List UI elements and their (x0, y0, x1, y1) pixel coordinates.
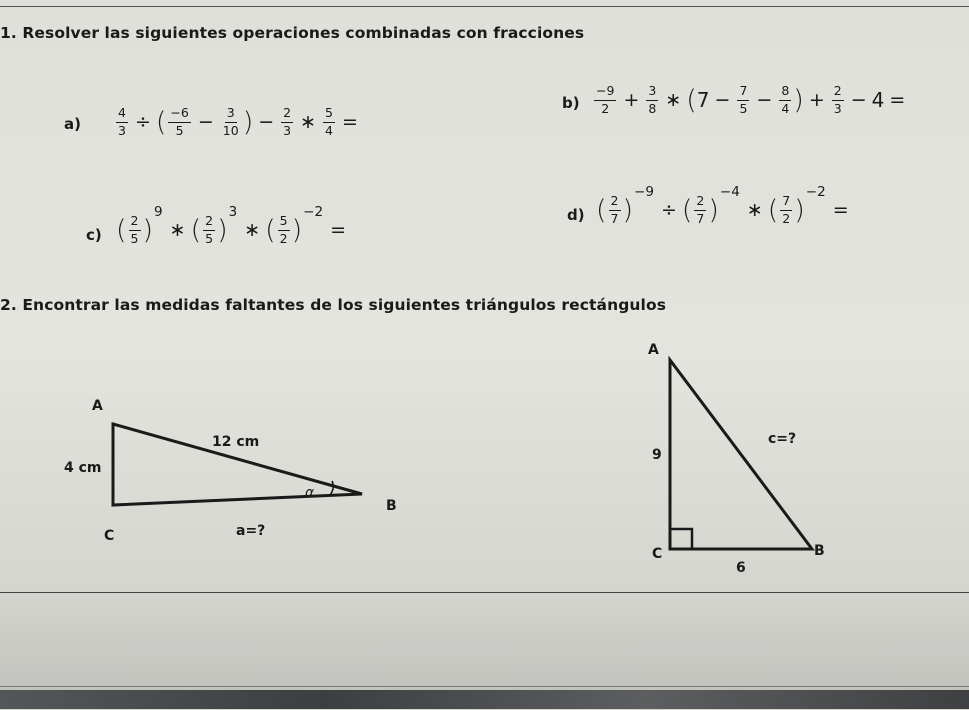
equals-sign: = (889, 89, 906, 111)
exponent: 3 (228, 204, 238, 220)
triangle-1 (64, 398, 397, 544)
number: 4 (871, 88, 885, 112)
plus-sign: + (623, 89, 640, 111)
fraction: $\frac{-9}{2}$ (596, 83, 615, 116)
divide-sign: ÷ (134, 111, 151, 133)
power-term: ( $\frac{5}{2}$ ) −2 (265, 204, 324, 246)
minus-sign: − (197, 111, 214, 133)
exponent: 9 (154, 204, 163, 220)
right-angle-marker (670, 529, 692, 549)
power-term: ( $\frac{7}{2}$ ) −2 (767, 184, 826, 226)
equals-sign: = (832, 199, 849, 221)
equals-sign: = (341, 111, 358, 133)
triangle-2-hypotenuse: c=? (768, 431, 797, 447)
power-term: ( $\frac{2}{7}$ ) −9 (596, 184, 654, 226)
power-term: ( $\frac{2}{7}$ ) −4 (681, 184, 740, 226)
power-term: ( $\frac{2}{5}$ ) 9 (116, 204, 163, 246)
fraction: $\frac{2}{3}$ (833, 83, 842, 116)
plus-sign: + (808, 89, 825, 111)
minus-sign: − (714, 89, 731, 111)
fraction: $\frac{2}{3}$ (283, 105, 292, 138)
fraction: $\frac{2}{5}$ (130, 213, 139, 246)
item-a-label: a) (64, 115, 81, 133)
power-term: ( $\frac{2}{5}$ ) 3 (190, 204, 238, 246)
minus-sign: − (258, 111, 275, 133)
times-sign: ∗ (244, 219, 261, 241)
triangle-1-vertex-c: C (104, 528, 115, 544)
triangle-1-hypotenuse: 12 cm (212, 434, 260, 450)
fraction: $\frac{7}{2}$ (782, 193, 791, 226)
fraction: $\frac{5}{2}$ (279, 213, 288, 246)
fraction: $\frac{2}{5}$ (205, 213, 214, 246)
fraction: $\frac{2}{7}$ (610, 193, 619, 226)
triangle-1-vertex-b: B (386, 498, 397, 514)
left-paren: ( (155, 106, 167, 138)
triangle-2 (648, 342, 825, 576)
fraction: $\frac{3}{10}$ (222, 105, 239, 138)
fraction: $\frac{4}{3}$ (118, 105, 126, 138)
triangle-1-vertex-a: A (92, 398, 103, 414)
triangle-2-side-ac: 9 (652, 447, 662, 463)
exponent: −9 (634, 184, 654, 200)
angle-alpha-label: α (305, 485, 315, 501)
page-edge-line (0, 686, 969, 687)
fraction: $\frac{8}{4}$ (781, 83, 790, 116)
fraction: $\frac{7}{5}$ (739, 83, 748, 116)
exercise-1-heading: 1. Resolver las siguientes operaciones combinadas con fracciones (0, 24, 585, 42)
triangle-2-vertex-a: A (648, 342, 659, 358)
triangle-2-vertex-c: C (652, 546, 663, 562)
minus-sign: − (850, 89, 867, 111)
triangle-2-vertex-b: B (814, 543, 825, 559)
item-b-label: b) (562, 94, 580, 112)
item-d-label: d) (567, 206, 585, 224)
exponent: −2 (303, 204, 324, 220)
fraction: $\frac{5}{4}$ (325, 105, 333, 138)
right-paren: ) (242, 106, 254, 138)
bottom-rule-line (0, 592, 969, 593)
divide-sign: ÷ (660, 199, 677, 221)
triangle-1-side-a: a=? (236, 523, 266, 539)
fraction: $\frac{-6}{5}$ (170, 105, 189, 138)
exercise-2-heading: 2. Encontrar las medidas faltantes de los siguientes triángulos rectángulos (0, 296, 667, 314)
exponent: −4 (719, 184, 740, 200)
triangle-1-side-ac: 4 cm (64, 460, 102, 476)
times-sign: ∗ (665, 89, 682, 111)
background-surface (0, 690, 969, 709)
triangle-2-side-cb: 6 (736, 560, 746, 576)
equals-sign: = (330, 219, 346, 241)
angle-arc (330, 481, 333, 496)
exponent: −2 (805, 184, 826, 200)
minus-sign: − (756, 89, 773, 111)
triangle-2-shape (670, 360, 812, 549)
fraction: $\frac{2}{7}$ (696, 193, 705, 226)
left-paren: ( (686, 84, 697, 116)
number: 7 (696, 88, 710, 112)
right-paren: ) (793, 84, 804, 116)
fraction: $\frac{3}{8}$ (648, 83, 657, 116)
times-sign: ∗ (746, 199, 763, 221)
times-sign: ∗ (169, 219, 186, 241)
item-c-label: c) (86, 226, 102, 244)
times-sign: ∗ (300, 111, 317, 133)
